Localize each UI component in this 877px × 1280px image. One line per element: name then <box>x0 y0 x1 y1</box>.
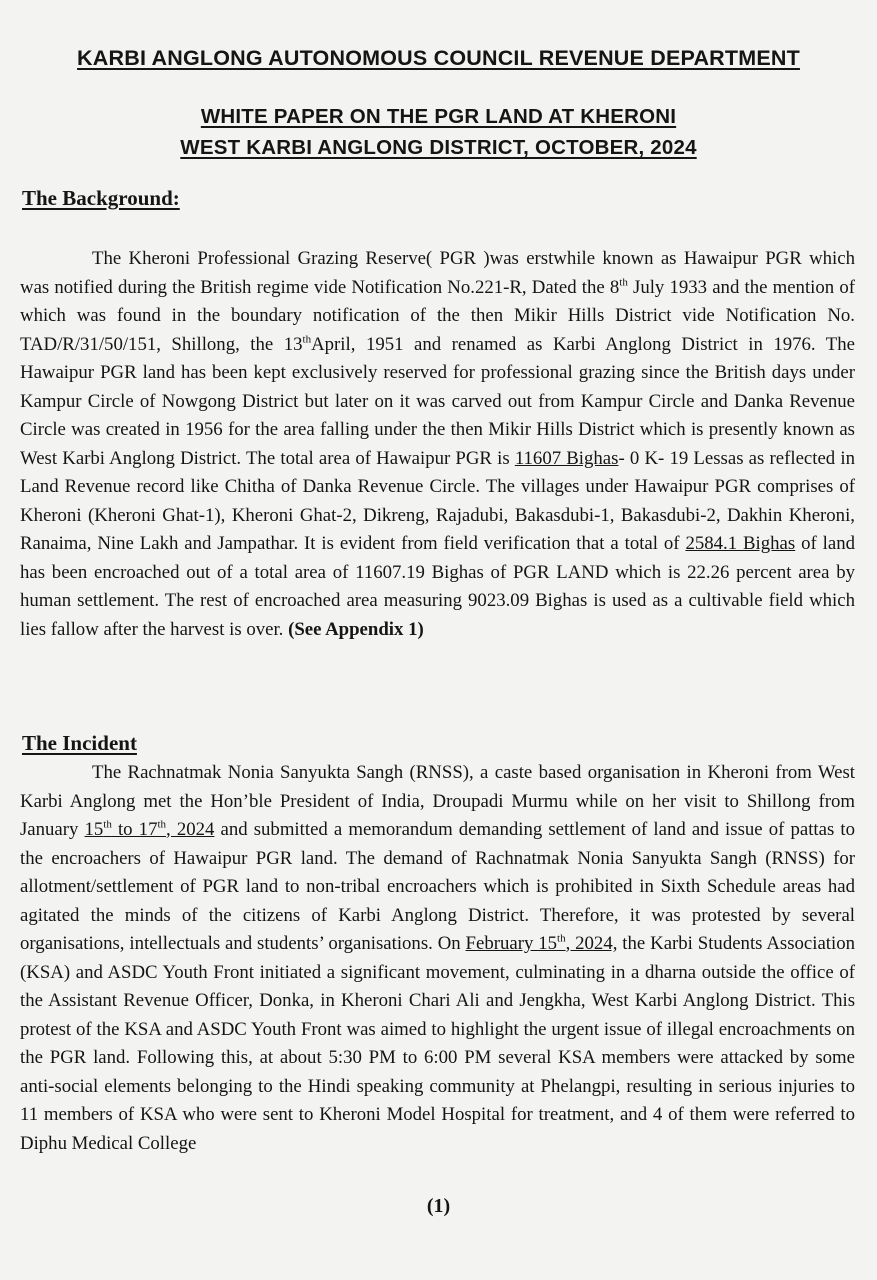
encroached-area-value: 2584.1 Bighas <box>685 533 796 554</box>
appendix-reference: (See Appendix 1) <box>288 618 424 640</box>
background-paragraph: The Kheroni Professional Grazing Reserve( PGR )was erstwhile known as Hawaipur PGR which was notified during the British regime vide Notification No.221-R, Dated the 8th July 1933 and the mention of which was found in the boundary notification of the then Mikir Hills District vide Notification No. TAD/R/31/50/151, Shillong, the 13thApril, 1951 and renamed as Karbi Anglong District in 1976. The Hawaipur PGR land has been kept exclusively reserved for professional grazing since the British days under Kampur Circle of Nowgong District but later on it was carved out from Kampur Circle and Danka Revenue Circle was created in 1956 for the area falling under the then Mikir Hills District which is presently known as West Karbi Anglong District. The total area of Hawaipur PGR is 11607 Bighas- 0 K- 19 Lessas as reflected in Land Revenue record like Chitha of Danka Revenue Circle. The villages under Hawaipur PGR comprises of Kheroni (Kheroni Ghat-1), Kheroni Ghat-2, Dikreng, Rajadubi, Bakasdubi-1, Bakasdubi-2, Dakhin Kheroni, Ranaima, Nine Lakh and Jampathar. It is evident from field verification that a total of 2584.1 Bighas of land has been encroached out of a total area of 11607.19 Bighas of PGR LAND which is 22.26 percent area by human settlement. The rest of encroached area measuring 9023.09 Bighas is used as a cultivable field which lies fallow after the harvest is over. (See Appendix 1) <box>20 248 855 640</box>
white-paper-title <box>0 101 877 163</box>
protest-date: February 15th, 2024, <box>465 932 618 954</box>
background-heading: The Background: <box>22 186 180 210</box>
incident-heading: The Incident <box>22 731 137 755</box>
incident-paragraph: The Rachnatmak Nonia Sanyukta Sangh (RNSS), a caste based organisation in Kheroni from West Karbi Anglong met the Hon’ble President of India, Droupadi Murmu while on her visit to Shillong from January 15th to 17th, 2024 and submitted a memorandum demanding settlement of land and issue of pattas to the encroachers of Hawaipur PGR land. The demand of Rachnatmak Nonia Sanyukta Sangh (RNSS) for allotment/settlement of PGR land to non-tribal encroachers which is prohibited in Sixth Schedule areas had agitated the minds of the citizens of Karbi Anglong District. Therefore, it was protested by several organisations, intellectuals and students’ organisations. On February 15th, 2024, the Karbi Students Association (KSA) and ASDC Youth Front initiated a significant movement, culminating in a dharna outside the office of the Assistant Revenue Officer, Donka, in Kheroni Chari Ali and Jengkha, West Karbi Anglong District. This protest of the KSA and ASDC Youth Front was aimed to highlight the urgent issue of illegal encroachments on the PGR land. Following this, at about 5:30 PM to 6:00 PM several KSA members were attacked by some anti-social elements belonging to the Hindi speaking community at Phelangpi, resulting in serious injuries to 11 members of KSA who were sent to Kheroni Model Hospital for treatment, and 4 of them were referred to Diphu Medical College <box>20 762 856 1154</box>
page-number: (1) <box>426 1195 451 1217</box>
white-paper-title-line1: WHITE PAPER ON THE PGR LAND AT KHERONI <box>200 105 677 128</box>
department-title: KARBI ANGLONG AUTONOMOUS COUNCIL REVENUE DEPARTMENT <box>77 46 800 70</box>
white-paper-title-line2: WEST KARBI ANGLONG DISTRICT, OCTOBER, 2024 <box>180 136 697 159</box>
total-area-value: 11607 Bighas <box>514 447 619 469</box>
visit-dates: 15th to 17th, 2024 <box>84 818 215 840</box>
